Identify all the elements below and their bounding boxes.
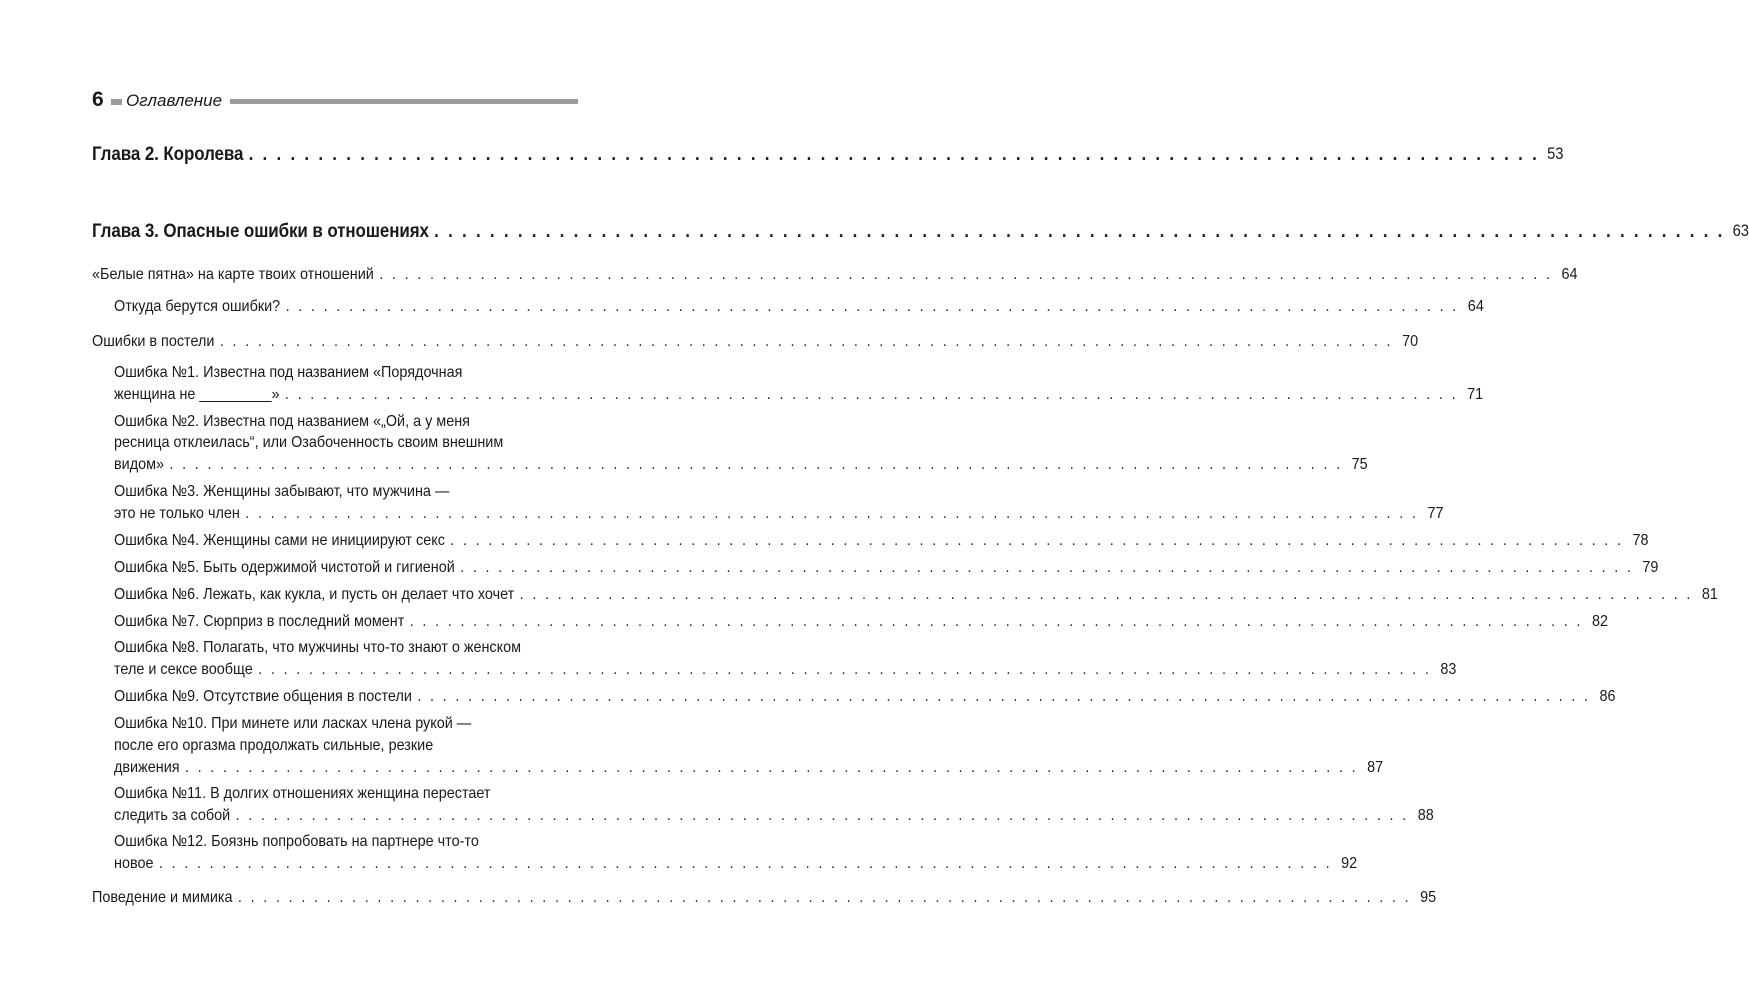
page-number: 6 — [92, 88, 104, 111]
toc-entry-subsection[interactable] — [114, 659, 1457, 681]
toc-entry-page: 64 — [1561, 266, 1578, 283]
toc-entry-subsection[interactable] — [114, 611, 1608, 633]
dot-leader: . . . . . . . . . . . . . . . . . . . . . . . . . . . . . . . . . . . . . . . . . . . . . . . . . . . . . . . . . . . . . . . . . . . . . . . . . . . . . . . . . . . . . . . . . . . . . — [434, 220, 1725, 242]
toc-entry-line: Ошибка №10. При минете или ласках члена рукой — — [114, 715, 472, 732]
toc-entry-title: Поведение и мимика — [92, 889, 233, 906]
dot-leader: . . . . . . . . . . . . . . . . . . . . . . . . . . . . . . . . . . . . . . . . . . . . . . . . . . . . . . . . . . . . . . . . . . . . . . . . . . . . . . . . . . . . . . . . . . . . . — [184, 759, 1358, 776]
running-header — [92, 86, 578, 116]
toc-entry-section[interactable] — [92, 264, 1578, 286]
toc-entry-subsection[interactable] — [114, 454, 1368, 476]
toc-entry-title: Глава 2. Королева — [92, 143, 244, 165]
toc-entry-page: 92 — [1341, 855, 1358, 872]
toc-entry-subsection[interactable] — [114, 296, 1484, 318]
toc-entry-title: Ошибка №6. Лежать, как кукла, и пусть он делает что хочет — [114, 586, 515, 603]
toc-entry-page: 53 — [1547, 144, 1564, 163]
toc-entry-subsection[interactable] — [114, 757, 1384, 779]
toc-entry-title: Откуда берутся ошибки? — [114, 298, 281, 315]
toc-entry-title: следить за собой — [114, 807, 231, 824]
dot-leader: . . . . . . . . . . . . . . . . . . . . . . . . . . . . . . . . . . . . . . . . . . . . . . . . . . . . . . . . . . . . . . . . . . . . . . . . . . . . . . . . . . . . . . . . . . . . . — [219, 333, 1393, 350]
toc-entry-subsection[interactable] — [114, 805, 1434, 827]
toc-entry-chapter-3[interactable] — [92, 217, 1749, 245]
dot-leader: . . . . . . . . . . . . . . . . . . . . . . . . . . . . . . . . . . . . . . . . . . . . . . . . . . . . . . . . . . . . . . . . . . . . . . . . . . . . . . . . . . . . . . . . . . . . . — [235, 807, 1409, 824]
section-title: Оглавление — [126, 91, 223, 110]
toc-entry-line: Ошибка №11. В долгих отношениях женщина перестает — [114, 785, 491, 802]
toc-entry-title: Ошибка №4. Женщины сами не инициируют секс — [114, 532, 445, 549]
toc-entry-line: Ошибка №1. Известна под названием «Порядочная — [114, 364, 463, 381]
toc-entry-subsection[interactable] — [114, 503, 1444, 525]
toc-entry-page: 64 — [1467, 298, 1484, 315]
dot-leader: . . . . . . . . . . . . . . . . . . . . . . . . . . . . . . . . . . . . . . . . . . . . . . . . . . . . . . . . . . . . . . . . . . . . . . . . . . . . . . . . . . . . . . . . . . . . . — [460, 559, 1634, 576]
dot-leader: . . . . . . . . . . . . . . . . . . . . . . . . . . . . . . . . . . . . . . . . . . . . . . . . . . . . . . . . . . . . . . . . . . . . . . . . . . . . . . . . . . . . . . . . . . . . . — [245, 505, 1419, 522]
toc-entry-title: Ошибки в постели — [92, 333, 215, 350]
header-square-ornament — [111, 99, 122, 105]
toc-entry-page: 88 — [1417, 807, 1434, 824]
toc-entry-page: 86 — [1599, 688, 1616, 705]
toc-entry-line: ресница отклеилась“, или Озабоченность своим внешним — [114, 434, 504, 451]
toc-entry-line: после его оргазма продолжать сильные, резкие — [114, 737, 434, 754]
toc-entry-title: новое — [114, 855, 154, 872]
header-rule — [230, 99, 578, 104]
toc-entry-title: Ошибка №9. Отсутствие общения в постели — [114, 688, 412, 705]
toc-entry-section[interactable] — [92, 331, 1419, 353]
toc-entry-title: «Белые пятна» на карте твоих отношений — [92, 266, 374, 283]
toc-entry-page: 79 — [1642, 559, 1659, 576]
toc-entry-subsection[interactable] — [114, 530, 1649, 552]
toc-entry-line: Ошибка №3. Женщины забывают, что мужчина — — [114, 483, 450, 500]
dot-leader: . . . . . . . . . . . . . . . . . . . . . . . . . . . . . . . . . . . . . . . . . . . . . . . . . . . . . . . . . . . . . . . . . . . . . . . . . . . . . . . . . . . . . . . . . . . . . — [284, 386, 1458, 403]
toc-entry-section[interactable] — [92, 887, 1437, 909]
dot-leader: . . . . . . . . . . . . . . . . . . . . . . . . . . . . . . . . . . . . . . . . . . . . . . . . . . . . . . . . . . . . . . . . . . . . . . . . . . . . . . . . . . . . . . . . . . . . . — [450, 532, 1624, 549]
toc-entry-subsection[interactable] — [114, 384, 1484, 406]
toc-entry-subsection[interactable] — [114, 686, 1616, 708]
toc-entry-page: 87 — [1367, 759, 1384, 776]
dot-leader: . . . . . . . . . . . . . . . . . . . . . . . . . . . . . . . . . . . . . . . . . . . . . . . . . . . . . . . . . . . . . . . . . . . . . . . . . . . . . . . . . . . . . . . . . . . . . — [248, 143, 1540, 165]
toc-entry-page: 71 — [1467, 386, 1484, 403]
toc-entry-title: это не только член — [114, 505, 240, 522]
toc-entry-page: 82 — [1591, 613, 1608, 630]
toc-entry-page: 70 — [1402, 333, 1419, 350]
dot-leader: . . . . . . . . . . . . . . . . . . . . . . . . . . . . . . . . . . . . . . . . . . . . . . . . . . . . . . . . . . . . . . . . . . . . . . . . . . . . . . . . . . . . . . . . . . . . . — [169, 456, 1343, 473]
toc-entry-page: 75 — [1351, 456, 1368, 473]
toc-entry-title: Ошибка №5. Быть одержимой чистотой и гигиеной — [114, 559, 455, 576]
toc-entry-title: женщина не _________» — [114, 386, 280, 403]
dot-leader: . . . . . . . . . . . . . . . . . . . . . . . . . . . . . . . . . . . . . . . . . . . . . . . . . . . . . . . . . . . . . . . . . . . . . . . . . . . . . . . . . . . . . . . . . . . . . — [158, 855, 1332, 872]
dot-leader: . . . . . . . . . . . . . . . . . . . . . . . . . . . . . . . . . . . . . . . . . . . . . . . . . . . . . . . . . . . . . . . . . . . . . . . . . . . . . . . . . . . . . . . . . . . . . — [417, 688, 1591, 705]
toc-entry-title: Ошибка №7. Сюрприз в последний момент — [114, 613, 405, 630]
toc-entry-chapter-2[interactable] — [92, 140, 1564, 168]
dot-leader: . . . . . . . . . . . . . . . . . . . . . . . . . . . . . . . . . . . . . . . . . . . . . . . . . . . . . . . . . . . . . . . . . . . . . . . . . . . . . . . . . . . . . . . . . . . . . — [519, 586, 1693, 603]
toc-entry-page: 83 — [1440, 661, 1457, 678]
toc-entry-line: Ошибка №8. Полагать, что мужчины что-то знают о женском — [114, 639, 521, 656]
toc-entry-line: Ошибка №2. Известна под названием «„Ой, а у меня — [114, 413, 470, 430]
toc-entry-page: 63 — [1732, 221, 1749, 240]
toc-entry-page: 81 — [1701, 586, 1718, 603]
toc-entry-title: видом» — [114, 456, 165, 473]
toc-entry-subsection[interactable] — [114, 557, 1659, 579]
toc-entry-page: 77 — [1427, 505, 1444, 522]
toc-entry-page: 78 — [1632, 532, 1649, 549]
toc-entry-subsection[interactable] — [114, 853, 1358, 875]
toc-entry-line: Ошибка №12. Боязнь попробовать на партнере что-то — [114, 833, 479, 850]
dot-leader: . . . . . . . . . . . . . . . . . . . . . . . . . . . . . . . . . . . . . . . . . . . . . . . . . . . . . . . . . . . . . . . . . . . . . . . . . . . . . . . . . . . . . . . . . . . . . — [285, 298, 1459, 315]
toc-entry-title: движения — [114, 759, 180, 776]
toc-entry-title: Глава 3. Опасные ошибки в отношениях — [92, 220, 429, 242]
dot-leader: . . . . . . . . . . . . . . . . . . . . . . . . . . . . . . . . . . . . . . . . . . . . . . . . . . . . . . . . . . . . . . . . . . . . . . . . . . . . . . . . . . . . . . . . . . . . . — [237, 889, 1411, 906]
dot-leader: . . . . . . . . . . . . . . . . . . . . . . . . . . . . . . . . . . . . . . . . . . . . . . . . . . . . . . . . . . . . . . . . . . . . . . . . . . . . . . . . . . . . . . . . . . . . . — [379, 266, 1553, 283]
dot-leader: . . . . . . . . . . . . . . . . . . . . . . . . . . . . . . . . . . . . . . . . . . . . . . . . . . . . . . . . . . . . . . . . . . . . . . . . . . . . . . . . . . . . . . . . . . . . . — [409, 613, 1583, 630]
toc-entry-page: 95 — [1420, 889, 1437, 906]
dot-leader: . . . . . . . . . . . . . . . . . . . . . . . . . . . . . . . . . . . . . . . . . . . . . . . . . . . . . . . . . . . . . . . . . . . . . . . . . . . . . . . . . . . . . . . . . . . . . — [258, 661, 1432, 678]
toc-entry-title: теле и сексе вообще — [114, 661, 253, 678]
toc-entry-subsection[interactable] — [114, 584, 1718, 606]
